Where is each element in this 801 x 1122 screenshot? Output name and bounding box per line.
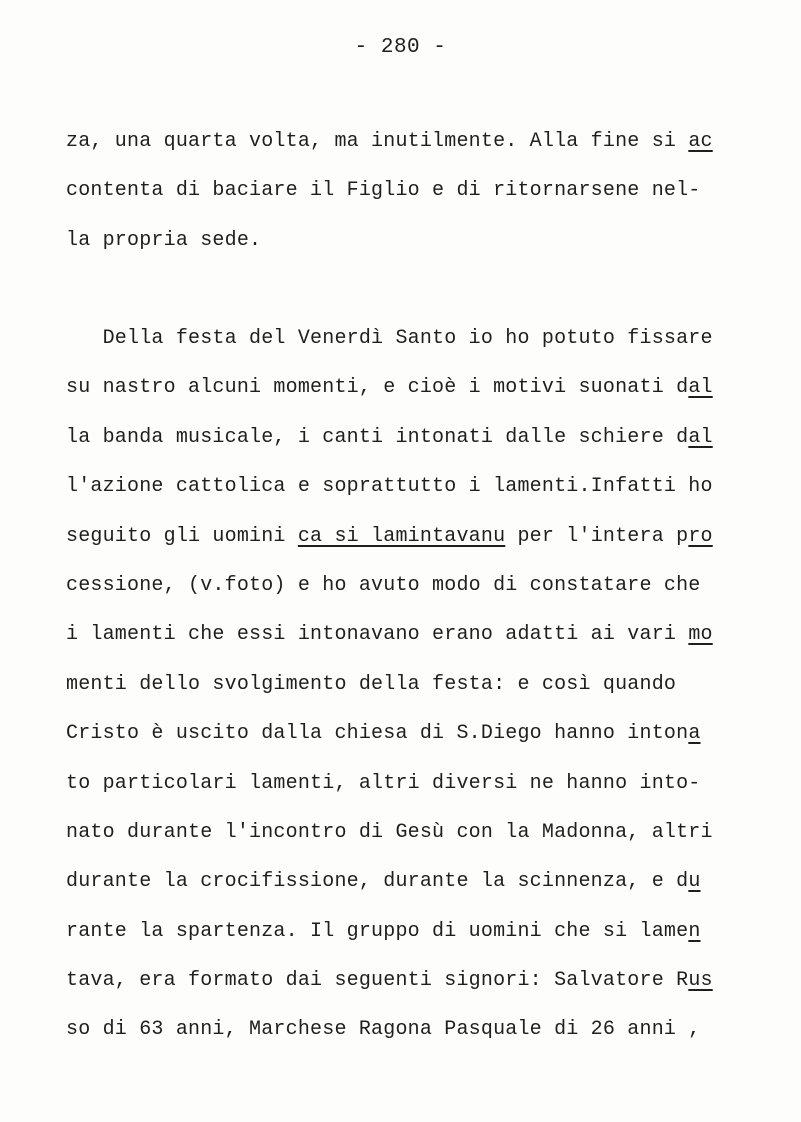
text-segment: menti dello svolgimento della festa: e così quando bbox=[66, 672, 677, 696]
underlined-text: al bbox=[688, 376, 713, 400]
text-line bbox=[66, 166, 746, 215]
text-segment: nato durante l'incontro di Gesù con la Madonna, altri bbox=[66, 820, 713, 844]
underlined-text: ca si lamintavanu bbox=[297, 524, 506, 548]
text-segment: l'azione cattolica e soprattutto i lamenti.Infatti ho bbox=[66, 475, 713, 499]
text-segment: la banda musicale, i canti intonati dalle schiere d bbox=[66, 425, 689, 449]
page-number: - 280 - bbox=[354, 36, 447, 59]
underlined-text: a bbox=[688, 722, 701, 746]
underlined-text: us bbox=[688, 969, 713, 993]
text-segment: su nastro alcuni momenti, e cioè i motivi suonati d bbox=[66, 376, 689, 400]
underlined-text: n bbox=[688, 919, 701, 943]
underlined-text: mo bbox=[688, 623, 713, 647]
text-line bbox=[66, 363, 746, 412]
text-line bbox=[66, 808, 746, 857]
text-line bbox=[66, 660, 746, 709]
text-line bbox=[66, 314, 746, 363]
text-segment: seguito gli uomini bbox=[66, 524, 298, 548]
underlined-text: al bbox=[688, 425, 713, 449]
paragraph-2 bbox=[66, 314, 746, 1055]
text-line bbox=[66, 857, 746, 906]
text-line bbox=[66, 413, 746, 462]
underlined-text: u bbox=[688, 870, 701, 894]
text-line bbox=[66, 1005, 746, 1054]
text-line bbox=[66, 117, 746, 166]
text-segment: za, una quarta volta, ma inutilmente. Alla fine si bbox=[66, 130, 689, 153]
text-segment: rante la spartenza. Il gruppo di uomini che si lame bbox=[66, 919, 689, 943]
text-segment: per l'intera p bbox=[505, 524, 689, 548]
text-segment: durante la crocifissione, durante la scinnenza, e d bbox=[66, 870, 689, 894]
paragraph-1 bbox=[66, 117, 746, 265]
text-line bbox=[66, 907, 746, 956]
underlined-text: ac bbox=[688, 130, 713, 153]
text-line bbox=[66, 759, 746, 808]
text-line bbox=[66, 610, 746, 659]
text-segment: i lamenti che essi intonavano erano adatti ai vari bbox=[66, 623, 689, 647]
text-line bbox=[66, 216, 746, 265]
text-line bbox=[66, 561, 746, 610]
text-segment: to particolari lamenti, altri diversi ne hanno into- bbox=[66, 771, 701, 795]
text-line bbox=[66, 709, 746, 758]
underlined-text: ro bbox=[688, 524, 713, 548]
text-segment: tava, era formato dai seguenti signori: Salvatore R bbox=[66, 969, 689, 993]
text-segment: Cristo è uscito dalla chiesa di S.Diego hanno inton bbox=[66, 722, 689, 746]
text-line bbox=[66, 956, 746, 1005]
text-segment: cessione, (v.foto) e ho avuto modo di constatare che bbox=[66, 573, 701, 597]
text-segment: la propria sede. bbox=[66, 228, 262, 252]
text-line bbox=[66, 462, 746, 511]
text-segment: so di 63 anni, Marchese Ragona Pasquale di 26 anni , bbox=[66, 1018, 701, 1042]
text-line bbox=[66, 512, 746, 561]
text-segment: Della festa del Venerdì Santo io ho potuto fissare bbox=[66, 327, 713, 350]
text-segment: contenta di baciare il Figlio e di ritornarsene nel- bbox=[66, 179, 701, 203]
